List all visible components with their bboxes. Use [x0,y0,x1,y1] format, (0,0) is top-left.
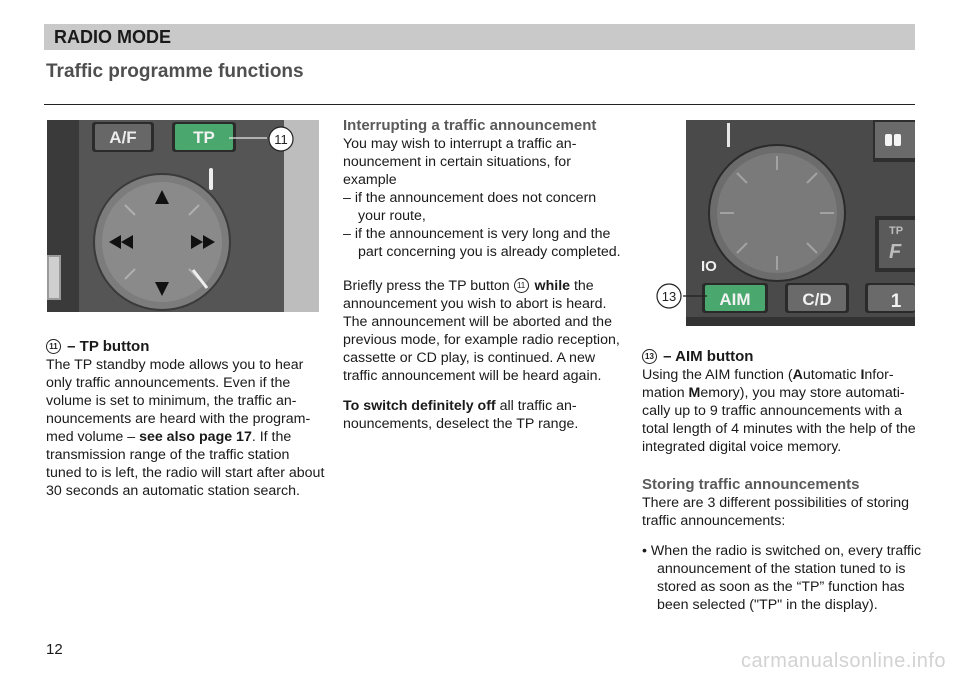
ref-num-11: 11 [514,278,529,293]
aim-text: Using the AIM function (Automatic Information Memory), you may store automatically up to 9 traffic announcements with a total length of 4 minutes with the help of the integrated digital voice memory. [642,367,916,455]
switch-off-text: To switch definitely off all traffic announcements, deselect the TP range. [343,398,579,432]
display-segment: F [889,241,902,263]
aim-section [642,348,922,614]
storing-heading: Storing traffic announcements [642,476,860,493]
tp-button-text: The TP standby mode allows you to hear only traffic announcements. Even if the volume is set to minimum, the traffic announcements are heard with the programmed volume – see also page 17. If the transmission range of the traffic station tuned to is left, the radio will start after about 30 seconds an automatic station search. [46,357,325,499]
bullet-item: • When the radio is switched on, every traffic announcement of the station tuned to is stored as soon as the “TP” function has been selected ("TP" in the display). [642,543,922,613]
ref-num-13: 13 [642,349,657,364]
tp-button-heading: 11 – TP button [46,338,326,356]
page-title: Traffic programme functions [46,61,304,82]
io-label: IO [701,258,717,275]
aim-button-heading: 13 – AIM button [642,348,922,366]
display-tp: TP [889,225,904,237]
interrupt-intro: You may wish to interrupt a traffic announcement in certain situations, for example [343,136,577,188]
preset-1-label: 1 [890,291,902,312]
aim-button-label: AIM [719,290,751,309]
divider [44,104,915,105]
interrupt-heading: Interrupting a traffic announcement [343,117,597,134]
list-item: – if the announcement is very long and the part concerning you is already completed. [343,226,621,260]
ref-num-11: 11 [46,339,61,354]
list-item: – if the announcement does not concern your route, [343,190,597,224]
storing-intro: There are 3 different possibilities of storing traffic announcements: [642,495,910,529]
page-reference: see also page 17 [139,429,252,445]
interrupt-section [343,117,623,433]
section-header-bar [44,24,915,50]
af-button-label: A/F [109,128,137,147]
tp-button-label: TP [193,128,215,147]
cd-button-label: C/D [802,290,832,309]
section-header: RADIO MODE [54,27,171,47]
tp-button-section [46,338,326,500]
watermark: carmanualsonline.info [740,650,946,672]
aim-button-figure [643,120,915,326]
interrupt-instruction: Briefly press the TP button 11 while the announcement you wish to abort is heard. The announcement will be aborted and the previous mode, for example radio reception, cassette or CD play, is continued. A new traffic announcement will be heard again. [343,278,620,384]
callout-13: 13 [661,289,677,304]
callout-11: 11 [274,132,288,147]
page-number: 12 [46,641,63,658]
tp-button-figure [47,120,319,312]
